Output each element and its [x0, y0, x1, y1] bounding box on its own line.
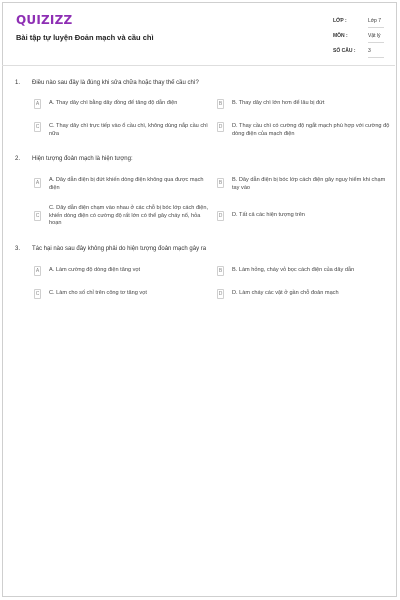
meta-subject-label: MÔN : [333, 33, 348, 39]
option-c-text: C. Thay dây chì trực tiếp vào ổ cầu chì, không dùng nắp cầu chì nữa [49, 123, 208, 137]
worksheet-title: Bài tập tự luyện Đoản mạch và cầu chì [16, 33, 154, 42]
question-text: Điều nào sau đây là đúng khi sửa chữa hoặc thay thế cầu chì? [32, 80, 199, 86]
option-d-text: D. Làm cháy các vật ở gần chỗ đoản mạch [232, 290, 339, 296]
option-c-text: C. Dây dẫn điện chạm vào nhau ở các chỗ bị bóc lớp cách điện, khiến dòng điện có cường độ rất lớn có thể gây cháy nổ, hỏa hoạn [49, 205, 209, 226]
quizizz-logo: QUIZIZZ [16, 13, 73, 27]
question-text: Tác hại nào sau đây không phải do hiện tượng đoản mạch gây ra [32, 246, 207, 252]
option-d-box[interactable]: D [218, 124, 223, 130]
meta-class-value: Lớp 7 [368, 18, 382, 24]
meta-subject-underline [368, 42, 384, 43]
question-number: 3. [15, 246, 21, 252]
option-d-box[interactable]: D [218, 213, 223, 219]
meta-question-count-underline [368, 57, 384, 58]
option-a-text: A. Làm cường độ dòng điện tăng vọt [49, 267, 141, 273]
option-a-box[interactable]: A [35, 180, 40, 186]
question-number: 2. [15, 156, 21, 162]
option-a-box[interactable]: A [35, 101, 40, 107]
meta-class-label: LỚP : [333, 18, 347, 24]
header-divider [2, 65, 395, 66]
meta-question-count-label: SỐ CÂU : [333, 48, 356, 54]
option-a-text: A. Thay dây chì bằng dây đồng để tăng độ dẫn điện [49, 100, 178, 106]
option-b-text: B. Thay dây chì lớn hơn để lâu bị đứt [232, 100, 325, 106]
option-c-box[interactable]: C [35, 213, 40, 219]
option-b-box[interactable]: B [218, 101, 223, 107]
option-b-text: B. Dây dẫn điện bị bóc lớp cách điện gây nguy hiểm khi chạm tay vào [232, 177, 386, 191]
option-a-box[interactable]: A [35, 268, 40, 274]
option-b-box[interactable]: B [218, 268, 223, 274]
option-d-text: D. Tất cả các hiện tượng trên [232, 212, 305, 218]
question-number: 1. [15, 80, 21, 86]
option-c-box[interactable]: C [35, 291, 40, 297]
option-d-text: D. Thay cầu chì có cường độ ngắt mạch phù hợp với cường độ dòng điện của mạch điện [232, 123, 390, 137]
option-d-box[interactable]: D [218, 291, 223, 297]
meta-question-count-value: 3 [368, 48, 371, 54]
meta-class-underline [368, 27, 384, 28]
option-a-text: A. Dây dẫn điện bị đứt khiến dòng điện không qua được mạch điện [49, 177, 204, 191]
option-b-box[interactable]: B [218, 180, 223, 186]
option-c-box[interactable]: C [35, 124, 40, 130]
question-text: Hiện tượng đoản mạch là hiện tượng: [32, 156, 133, 162]
option-b-text: B. Làm hỏng, cháy vỏ bọc cách điện của dây dẫn [232, 267, 355, 273]
worksheet-page [2, 2, 397, 597]
meta-subject-value: Vật lý [368, 33, 381, 39]
option-c-text: C. Làm cho số chỉ trên công tơ tăng vọt [49, 290, 147, 296]
